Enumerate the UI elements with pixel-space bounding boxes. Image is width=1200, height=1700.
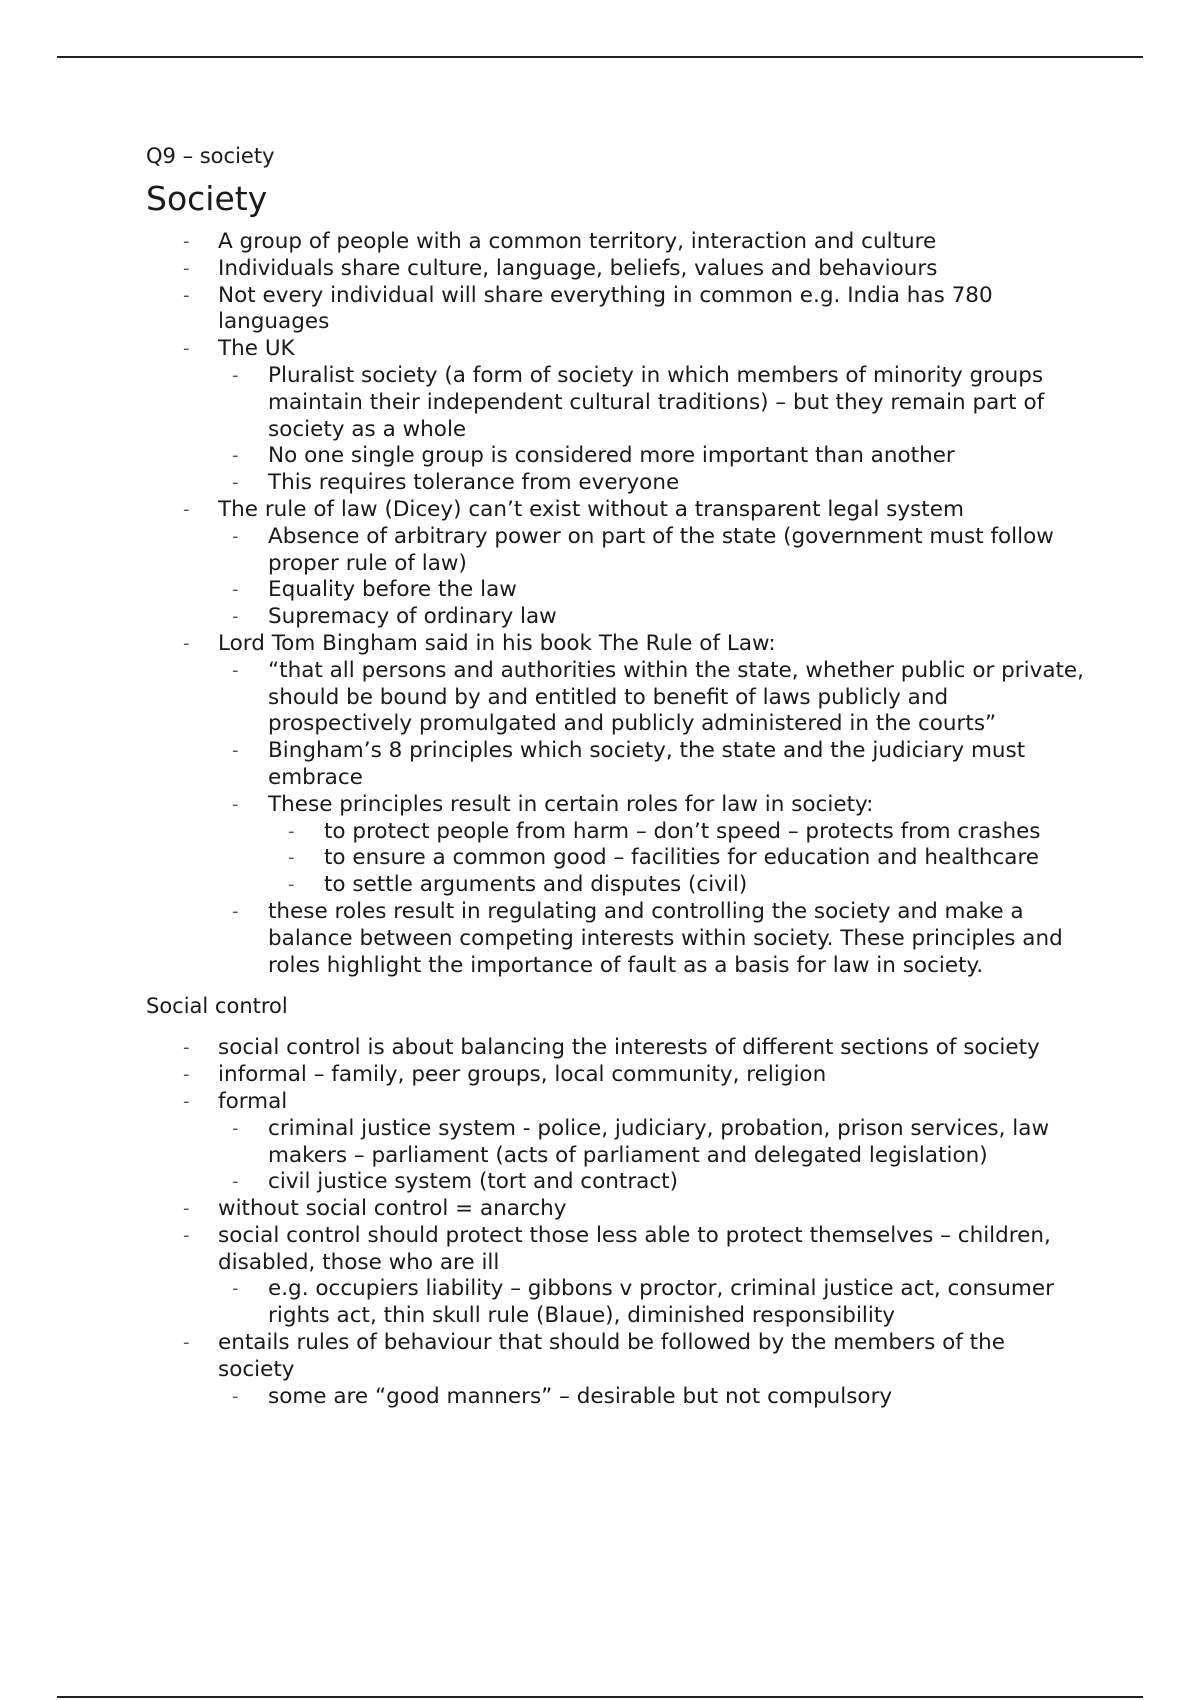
list-item: [146, 872, 1086, 899]
list-item: [146, 256, 1086, 283]
social-control-bullet-list: [146, 1035, 1086, 1410]
list-item-text: Bingham’s 8 principles which society, the state and the judiciary must embrace: [268, 738, 1026, 790]
bullet-dash-icon: -: [183, 1332, 190, 1354]
list-item: [146, 738, 1086, 792]
list-item: [146, 497, 1086, 524]
list-item-text: Lord Tom Bingham said in his book The Rule of Law:: [218, 630, 776, 656]
list-item: [146, 1330, 1086, 1384]
bullet-dash-icon: -: [232, 1385, 239, 1407]
bullet-dash-icon: -: [232, 900, 239, 922]
list-item: [146, 1169, 1086, 1196]
list-item-text: to protect people from harm – don’t speed – protects from crashes: [324, 818, 1041, 844]
list-item-text: Absence of arbitrary power on part of the state (government must follow proper rule of law): [268, 523, 1054, 576]
list-item: [146, 792, 1086, 819]
list-item: [146, 1035, 1086, 1062]
bullet-dash-icon: -: [232, 1117, 239, 1139]
question-label: Q9 – society: [146, 144, 275, 168]
bullet-dash-icon: -: [232, 606, 239, 628]
top-rule: [57, 56, 1143, 58]
bullet-dash-icon: -: [183, 498, 190, 520]
list-item: [146, 443, 1086, 470]
bullet-dash-icon: -: [232, 445, 239, 467]
bullet-dash-icon: -: [183, 231, 190, 252]
bullet-dash-icon: -: [232, 1278, 239, 1300]
list-item-text: civil justice system (tort and contract): [268, 1169, 678, 1195]
bullet-dash-icon: -: [183, 632, 190, 654]
list-item: [146, 1089, 1086, 1116]
society-bullet-list: [146, 229, 1086, 979]
list-item-text: informal – family, peer groups, local community, religion: [218, 1062, 827, 1088]
list-item-text: No one single group is considered more important than another: [268, 443, 955, 469]
page-title: Society: [146, 179, 268, 218]
list-item: [146, 1384, 1086, 1411]
bullet-dash-icon: -: [183, 1224, 190, 1246]
list-item-text: The rule of law (Dicey) can’t exist without a transparent legal system: [218, 496, 964, 522]
list-item-text: social control should protect those less able to protect themselves – children, disabled, those who are ill: [218, 1222, 1051, 1275]
list-item: [146, 470, 1086, 497]
bullet-dash-icon: -: [232, 364, 239, 386]
list-item-text: These principles result in certain roles for law in society:: [268, 791, 874, 817]
list-item: [146, 283, 1086, 337]
list-item: [146, 1276, 1086, 1330]
list-item-text: Equality before the law: [268, 577, 517, 603]
bullet-dash-icon: -: [288, 847, 295, 869]
bullet-dash-icon: -: [183, 1064, 190, 1086]
list-item: [146, 577, 1086, 604]
list-item: [146, 1223, 1086, 1277]
bullet-dash-icon: -: [232, 659, 239, 681]
section-heading-social-control: Social control: [146, 994, 288, 1019]
document-body: [146, 143, 1086, 1410]
bullet-dash-icon: -: [183, 257, 190, 279]
bullet-dash-icon: -: [232, 579, 239, 601]
list-item-text: The UK: [218, 336, 295, 362]
list-item-text: “that all persons and authorities within the state, whether public or private, should be bound by and entitled to benefit of laws publicly and prospectively promulgated and publicly administered in the courts”: [268, 657, 1084, 737]
list-item-text: Pluralist society (a form of society in which members of minority groups maintain their independent cultural traditions) – but they remain part of society as a whole: [268, 362, 1045, 442]
bullet-dash-icon: -: [232, 472, 239, 494]
list-item-text: criminal justice system - police, judiciary, probation, prison services, law makers – parliament (acts of parliament and delegated legislation): [268, 1115, 1050, 1168]
list-item: [146, 1116, 1086, 1170]
list-item-text: to settle arguments and disputes (civil): [324, 872, 748, 898]
list-item: [146, 845, 1086, 872]
list-item-text: This requires tolerance from everyone: [268, 470, 680, 496]
list-item: [146, 229, 1086, 256]
list-item-text: A group of people with a common territory, interaction and culture: [218, 229, 937, 254]
bullet-dash-icon: -: [232, 793, 239, 815]
list-item-text: some are “good manners” – desirable but not compulsory: [268, 1383, 893, 1409]
bullet-dash-icon: -: [183, 1090, 190, 1112]
list-item: [146, 1196, 1086, 1223]
bullet-dash-icon: -: [288, 820, 295, 842]
list-item-text: to ensure a common good – facilities for education and healthcare: [324, 845, 1040, 871]
bullet-dash-icon: -: [232, 740, 239, 762]
list-item: [146, 819, 1086, 846]
list-item-text: social control is about balancing the interests of different sections of society: [218, 1035, 1040, 1061]
bullet-dash-icon: -: [183, 1037, 190, 1059]
list-item-text: e.g. occupiers liability – gibbons v proctor, criminal justice act, consumer rights act, thin skull rule (Blaue), diminished responsibility: [268, 1276, 1054, 1329]
bullet-dash-icon: -: [183, 284, 190, 306]
bullet-dash-icon: -: [232, 525, 239, 547]
list-item: [146, 899, 1086, 979]
list-item: [146, 524, 1086, 578]
list-item-text: without social control = anarchy: [218, 1196, 567, 1222]
list-item-text: entails rules of behaviour that should be followed by the members of the society: [218, 1330, 1005, 1382]
bullet-dash-icon: -: [183, 338, 190, 360]
list-item-text: Not every individual will share everything in common e.g. India has 780 languages: [218, 282, 993, 335]
bullet-dash-icon: -: [183, 1198, 190, 1220]
bullet-dash-icon: -: [288, 874, 295, 896]
list-item: [146, 604, 1086, 631]
list-item: [146, 658, 1086, 738]
list-item: [146, 363, 1086, 443]
list-item: [146, 631, 1086, 658]
list-item: [146, 1062, 1086, 1089]
bullet-dash-icon: -: [232, 1171, 239, 1193]
list-item-text: formal: [218, 1088, 288, 1114]
list-item: [146, 336, 1086, 363]
list-item-text: Supremacy of ordinary law: [268, 604, 557, 630]
list-item-text: Individuals share culture, language, beliefs, values and behaviours: [218, 255, 938, 281]
list-item-text: these roles result in regulating and controlling the society and make a balance between competing interests within society. These principles and roles highlight the importance of fault as a basis for law in society.: [268, 898, 1063, 978]
bottom-rule: [57, 1696, 1143, 1698]
